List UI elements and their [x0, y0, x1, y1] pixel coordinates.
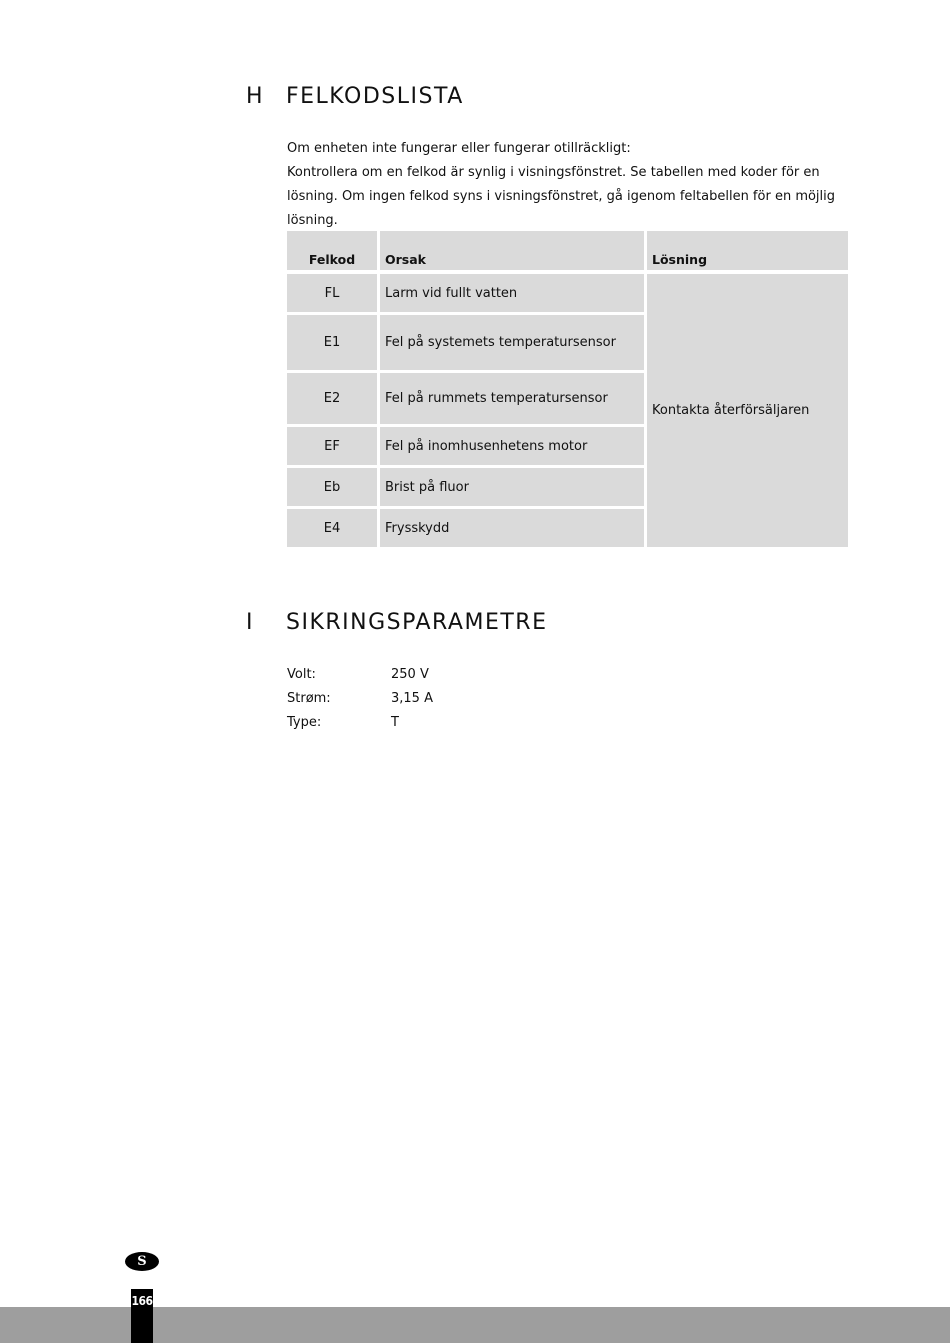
header-orsak: Orsak — [380, 231, 644, 270]
table-row-code: E4 — [287, 509, 377, 547]
param-value: 3,15 A — [391, 691, 433, 706]
page-number: 166 — [131, 1294, 153, 1308]
section-letter: I — [246, 610, 254, 635]
table-row-code: EF — [287, 427, 377, 465]
section-title: SIKRINGSPARAMETRE — [286, 610, 548, 635]
param-value: 250 V — [391, 667, 429, 682]
param-label: Strøm: — [287, 691, 331, 706]
table-row-code: E2 — [287, 373, 377, 424]
fuse-parameters — [287, 663, 587, 735]
intro-line-2: Kontrollera om en felkod är synlig i visningsfönstret. Se tabellen med koder för en lösning. Om ingen felkod syns i visningsfönstret, gå igenom feltabellen för en möjlig lösning. — [287, 165, 836, 228]
param-label: Volt: — [287, 667, 316, 682]
table-row-cause: Larm vid fullt vatten — [380, 274, 644, 312]
language-badge: S — [125, 1252, 159, 1271]
table-row-cause: Brist på fluor — [380, 468, 644, 506]
table-row-code: Eb — [287, 468, 377, 506]
table-row-cause: Frysskydd — [380, 509, 644, 547]
table-row-cause: Fel på rummets temperatursensor — [380, 373, 644, 424]
param-value: T — [391, 715, 399, 730]
param-row — [287, 687, 587, 711]
table-row-cause: Fel på systemets temperatursensor — [380, 315, 644, 370]
section-letter: H — [246, 84, 265, 109]
table-row-cause: Fel på inomhusenhetens motor — [380, 427, 644, 465]
table-row-code: E1 — [287, 315, 377, 370]
param-row — [287, 663, 587, 687]
param-label: Type: — [287, 715, 322, 730]
solution-cell: Kontakta återförsäljaren — [647, 274, 848, 547]
section-title: FELKODSLISTA — [286, 84, 464, 109]
header-losning: Lösning — [647, 231, 848, 270]
intro-line-1: Om enheten inte fungerar eller fungerar otillräckligt: — [287, 141, 631, 156]
error-code-table — [287, 231, 848, 547]
table-row-code: FL — [287, 274, 377, 312]
intro-text — [287, 137, 867, 233]
param-row — [287, 711, 587, 735]
header-felkod: Felkod — [287, 231, 377, 270]
